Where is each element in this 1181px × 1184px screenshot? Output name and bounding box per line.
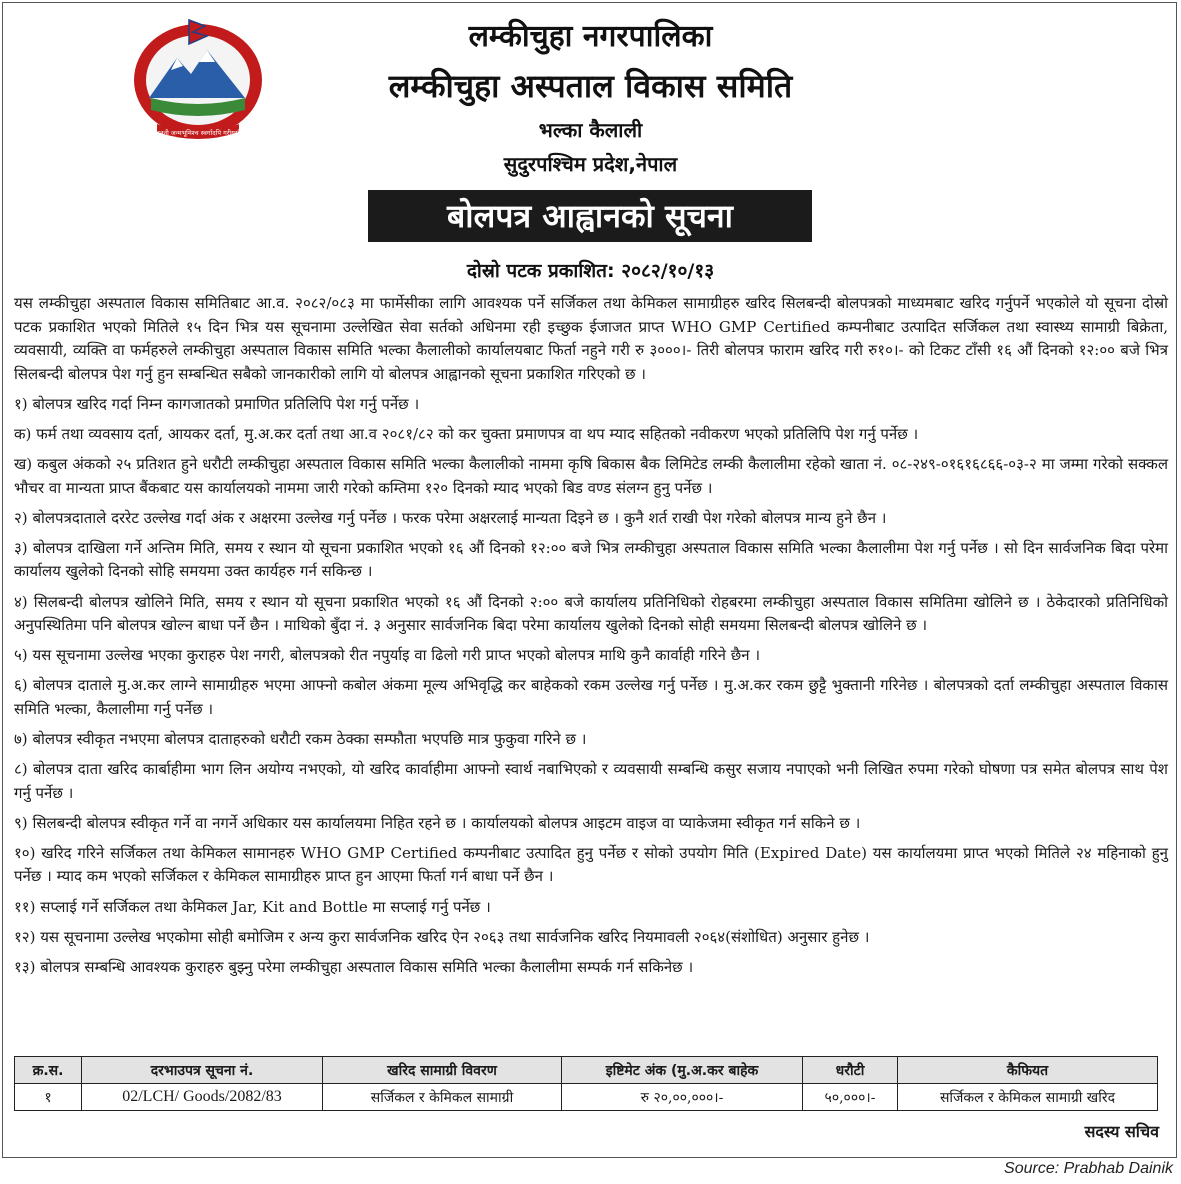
clause-text: सिलबन्दी बोलपत्र खोलिने मिति, समय र स्थान यो सूचना प्रकाशित भएको १६ औं दिनको २:०० बजे कार्यालय प्रतिनिधिको रोहबरमा लम्कीचुहा अस्पताल विकास समितिमा खोलिने छ । ठेकेदारको प्रतिनिधिको अनुपस्थितिमा पनि बोलपत्र खोल्न बाधा पर्ने छैन । माथिको बुँदा नं. ३ अनुसार सार्वजनिक बिदा परेमा कार्यालय खुलेको दिनको सोही समयमा सिलबन्दी बोलपत्र खोलिने छ ।: [14, 592, 1168, 635]
clause-item: [14, 423, 1168, 447]
clause-text: बोलपत्र सम्बन्धि आवश्यक कुराहरु बुझ्नु परेमा लम्कीचुहा अस्पताल विकास समिति भल्का कैलालीमा सम्पर्क गर्न सकिनेछ ।: [40, 957, 694, 976]
cell-deposit: ५०,०००।-: [803, 1084, 898, 1111]
cell-description: सर्जिकल र केमिकल सामाग्री: [323, 1084, 562, 1111]
clause-text: यस सूचनामा उल्लेख भएकोमा सोही बमोजिम र अन्य कुरा सार्वजनिक खरिद ऐन २०६३ तथा सार्वजनिक खरिद नियमावली २०६४(संशोधित) अनुसार हुनेछ ।: [40, 927, 870, 946]
province-line: सुदुरपश्चिम प्रदेश,नेपाल: [503, 152, 678, 176]
emblem-caption: जननी जन्मभूमिश्च स्वर्गादपि गरीयसी: [155, 129, 241, 137]
clause-text: बोलपत्रदाताले दररेट उल्लेख गर्दा अंक र अक्षरमा उल्लेख गर्नु पर्नेछ । फरक परेमा अक्षरलाई मान्यता दिइने छ । कुनै शर्त राखी पेश गरेको बोलपत्र मान्य हुने छैन ।: [32, 508, 887, 527]
clause-item: [14, 674, 1168, 721]
clause-number: ९): [14, 813, 28, 832]
col-header-estimate: इष्टिमेट अंक (मु.अ.कर बाहेक: [562, 1057, 803, 1084]
clause-number: १): [14, 394, 28, 413]
clause-text: बोलपत्र स्वीकृत नभएमा बोलपत्र दाताहरुको धरौटी रकम ठेक्का सम्फौता भएपछि मात्र फुकुवा गरिने छ ।: [32, 730, 587, 748]
notice-banner: बोलपत्र आह्वानको सूचना: [368, 190, 812, 242]
clause-item: [14, 591, 1168, 638]
clause-number: ११): [14, 897, 36, 916]
location-line: भल्का कैलाली: [538, 118, 643, 142]
cell-remarks: सर्जिकल र केमिकल सामाग्री खरिद: [898, 1084, 1158, 1111]
clause-number: ६): [14, 676, 28, 695]
clause-item: [14, 453, 1168, 500]
clause-text: सिलबन्दी बोलपत्र स्वीकृत गर्ने वा नगर्ने अधिकार यस कार्यालयमा निहित रहने छ । कार्यालयको बोलपत्र आइटम वाइज वा प्याकेजमा स्वीकृत गर्न सकिने छ ।: [32, 813, 861, 832]
clause-number: ३): [14, 538, 28, 557]
notice-body: [14, 292, 1168, 986]
clause-item: [14, 956, 1168, 980]
source-credit: Source: Prabhab Dainik: [1004, 1160, 1173, 1177]
clause-item: [14, 537, 1168, 584]
committee-title: लम्कीचुहा अस्पताल विकास समिति: [388, 67, 793, 105]
clause-list: [14, 393, 1168, 979]
col-header-description: खरिद सामाग्री विवरण: [323, 1057, 562, 1084]
municipality-title: लम्कीचुहा नगरपालिका: [468, 19, 713, 54]
col-header-remarks: कैफियत: [898, 1057, 1158, 1084]
clause-item: [14, 393, 1168, 417]
clause-item: [14, 758, 1168, 805]
clause-number: १२): [14, 927, 36, 946]
signature-title: सदस्य सचिव: [1084, 1122, 1159, 1141]
clause-item: [14, 896, 1168, 920]
col-header-notice-no: दरभाउपत्र सूचना नं.: [82, 1057, 323, 1084]
cell-notice-no: 02/LCH/ Goods/2082/83: [82, 1084, 323, 1111]
col-header-deposit: धरौटी: [803, 1057, 898, 1084]
clause-item: [14, 812, 1168, 836]
clause-number: ख): [14, 455, 33, 474]
clause-number: ८): [14, 760, 28, 779]
clause-text: बोलपत्र दाखिला गर्ने अन्तिम मिति, समय र स्थान यो सूचना प्रकाशित भएको १६ औं दिनको १२:०० बजे भित्र लम्कीचुहा अस्पताल विकास समिति भल्का कैलालीमा पेश गर्नु पर्नेछ । सो दिन सार्वजनिक बिदा परेमा कार्यालय खुलेको दिनको सोहि समयमा उक्त कार्यहरु गर्न सकिन्छ ।: [14, 538, 1168, 581]
clause-item: [14, 728, 1168, 752]
clause-number: ७): [14, 730, 28, 748]
cell-sn: १: [15, 1084, 82, 1111]
clause-text: यस सूचनामा उल्लेख भएका कुराहरु पेश नगरी, बोलपत्रको रीत नपुर्याइ वा ढिलो गरी प्राप्त भएको बोलपत्र माथि कुनै कार्वाही गरिने छैन ।: [32, 646, 761, 665]
clause-number: ४): [14, 592, 28, 611]
clause-number: ५): [14, 646, 28, 665]
clause-item: [14, 842, 1168, 889]
clause-text: सप्लाई गर्ने सर्जिकल तथा केमिकल Jar, Kit and Bottle मा सप्लाई गर्नु पर्नेछ ।: [40, 897, 491, 916]
intro-paragraph: यस लम्कीचुहा अस्पताल विकास समितिबाट आ.व. २०८२/०८३ मा फार्मेसीका लागि आवश्यक पर्ने सर्जिकल तथा केमिकल सामाग्रीहरु खरिद सिलबन्दी बोलपत्रको माध्यमबाट खरिद गर्नुपर्ने भएकोले यो सूचना दोस्रो पटक प्रकाशित भएको मितिले १५ दिन भित्र यस सूचनामा उल्लेखित सेवा सर्तको अधिनमा रही इच्छुक ईजाजत प्राप्त WHO GMP Certified कम्पनीबाट उत्पादित सर्जिकल तथा स्वास्थ्य सामाग्री बिक्रेता, व्यवसायी, व्यक्ति वा फर्महरुले लम्कीचुहा अस्पताल विकास समिति भल्का कैलालीको कार्यालयबाट फिर्ता नहुने गरी रु ३०००।- तिरी बोलपत्र फाराम खरिद गरी रु१०।- को टिकट टाँसी १६ औं दिनको १२:०० बजे भित्र सिलबन्दी बोलपत्र पेश गर्नु हुन सम्बन्धित सबैको जानकारीको लागि यो बोलपत्र आह्वानको सूचना प्रकाशित गरिएको छ ।: [14, 294, 1168, 383]
items-table: [14, 1056, 1158, 1111]
published-date: दोस्रो पटक प्रकाशित: २०८२/१०/१३: [466, 260, 715, 282]
clause-number: १३): [14, 957, 36, 976]
clause-number: क): [14, 424, 32, 443]
clause-number: १०): [14, 843, 36, 862]
clause-number: २): [14, 508, 28, 527]
clause-text: बोलपत्र दाताले मु.अ.कर लाग्ने सामाग्रीहरु भएमा आफ्नो कबोल अंकमा मूल्य अभिवृद्धि कर बाहेकको रकम उल्लेख गर्नु पर्नेछ । मु.अ.कर रकम छुट्टै भुक्तानी गरिनेछ । बोलपत्रको दर्ता लम्कीचुहा अस्पताल विकास समिति भल्का, कैलालीमा गर्नु पर्नेछ ।: [14, 676, 1168, 718]
clause-text: कबुल अंकको २५ प्रतिशत हुने धरौटी लम्कीचुहा अस्पताल विकास समिति भल्का कैलालीको नाममा कृषि बिकास बैक लिमिटेड लम्की कैलालीमा रहेको खाता नं. ०८-२४९-०१६१६८६६-०३-२ मा जम्मा गरेको सक्कल भौचर वा मान्यता प्राप्त बैंकबाट यस कार्यालयको नाममा जारी गरेको कम्तिमा १२० दिनको म्याद भएको बिड वण्ड संलग्न हुनु पर्नेछ ।: [14, 455, 1168, 497]
table-row: [15, 1084, 1158, 1111]
clause-text: बोलपत्र खरिद गर्दा निम्न कागजातको प्रमाणित प्रतिलिपि पेश गर्नु पर्नेछ ।: [32, 394, 420, 413]
clause-text: खरिद गरिने सर्जिकल तथा केमिकल सामानहरु WHO GMP Certified कम्पनीबाट उत्पादित हुनु पर्नेछ र सोको उपयोग मिति (Expired Date) यस कार्यालयमा प्राप्त भएको मितिले २४ महिनाको हुनु पर्नेछ । म्याद कम भएको सर्जिकल र केमिकल सामाग्रीहरु प्राप्त हुन आएमा फिर्ता गर्न बाधा पर्ने छैन ।: [14, 843, 1168, 886]
table-header-row: [15, 1057, 1158, 1084]
clause-item: [14, 926, 1168, 950]
cell-estimate: रु २०,००,०००।-: [562, 1084, 803, 1111]
clause-text: बोलपत्र दाता खरिद कार्बाहीमा भाग लिन अयोग्य नभएको, यो खरिद कार्वाहीमा आफ्नो स्वार्थ नबाभिएको र व्यवसायी सम्बन्धि कसुर सजाय नपाएको भनी लिखित रुपमा गरेको घोषणा पत्र समेत बोलपत्र साथ पेश गर्नु पर्नेछ ।: [14, 760, 1168, 802]
clause-text: फर्म तथा व्यवसाय दर्ता, आयकर दर्ता, मु.अ.कर दर्ता तथा आ.व २०८१/८२ को कर चुक्ता प्रमाणपत्र वा थप म्याद सहितको नवीकरण भएको प्रतिलिपि पेश गर्नु पर्नेछ ।: [36, 424, 919, 443]
clause-item: [14, 507, 1168, 531]
col-header-sn: क्र.स.: [15, 1057, 82, 1084]
clause-item: [14, 644, 1168, 668]
